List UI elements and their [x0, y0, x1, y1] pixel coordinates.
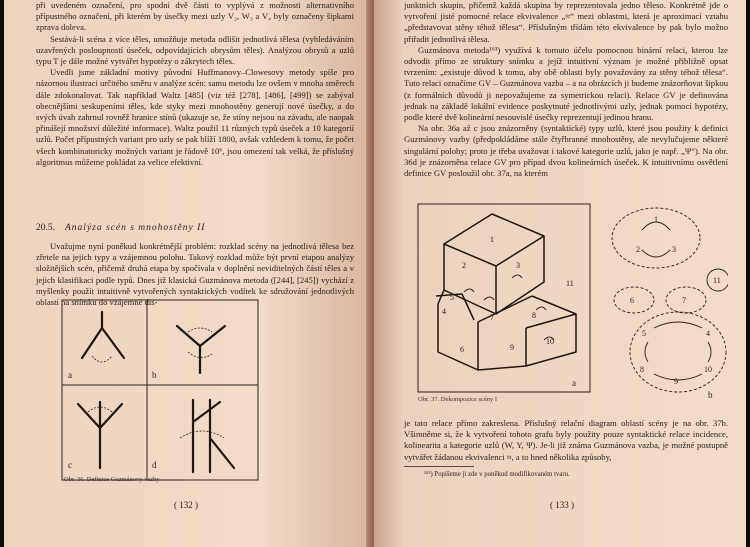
figure-36-caption: Obr. 36. Definice Guzmánovy vazby: [64, 476, 160, 483]
region-number: 5: [450, 293, 454, 302]
region-number: 10: [546, 337, 554, 346]
region-number: 2: [636, 245, 640, 254]
region-number: 3: [672, 245, 676, 254]
paragraph: Sestává-li scéna z více těles, umožňuje metoda odlišit jednotlivá tělesa (vyhledáváním uzavřených posloupností úseček, odpovídajících obrysům těles). Analýzou obrysů a uzlů typu T je dále možné vytvářet hypotézy o zákrytech těles.: [36, 33, 354, 67]
region-number: 4: [706, 329, 710, 338]
region-number: 7: [490, 313, 494, 322]
right-page: [374, 0, 746, 547]
region-number: 8: [640, 365, 644, 374]
page-number-right: ( 133 ): [550, 500, 574, 510]
paragraph: Na obr. 36a až c jsou znázorněny (syntaktické) typy uzlů, které jsou použity k definici Guzmánovy vazby (předpokládáme stále čtyřhranné mnohostěny, ale nevylučujeme některé singulární polohy; proto je třeba uvažovat i takové kategorie uzlů, jako je např. „Ψ“). Na obr. 36d je znázorněna relace GV pro případ dvou kolineárních úseček. K intuitivnímu osvětlení definice GV posloužil obr. 37a, na kterém: [404, 123, 728, 179]
figure-36: [60, 298, 260, 488]
region-number: 9: [674, 377, 678, 386]
figure-label-d: d: [152, 460, 157, 470]
region-number: 8: [532, 311, 536, 320]
paragraph: při uvedeném označení, pro spodní dvě části to vyplývá z možnosti alternativního přípustného označení, při kterém by úsečky mezi uzly V₂, W₃ a V₄ byly označeny šipkami zprava doleva.: [36, 0, 354, 33]
right-text-top: [404, 0, 728, 179]
figure-label-b: b: [708, 390, 713, 400]
footnote: ¹⁶³) Popišeme ji zde v poněkud modifikovaném tvaru.: [424, 471, 570, 478]
region-number: 2: [462, 261, 466, 270]
figure-label-a: a: [68, 370, 72, 380]
region-number: 7: [682, 296, 686, 305]
region-number: 6: [630, 296, 634, 305]
paragraph: Guzmánova metoda¹⁶³) využívá k tomuto účelu pomocnou binární relaci, kterou lze odvodit přímo ze struktury snímku a jejíž intuitivní význam je možné přibližně opsat tvrzením: „existuje důvod k tomu, aby obě oblasti byly považovány za stěny téhož tělesa“. Tuto relaci označíme GV – Guzmánova vazba – a na obrázcích ji budeme znázorňovat šipkou (z formálních důvodů ji nepovažujeme za symetrickou relaci). Relace GV je definována jednak na základě lokální evidence poskytnuté jednotlivými uzly, jednak pomocí hypotézy, podle které dvě kolineární nesouvislé úsečky reprezentují jedinou hranu.: [404, 44, 728, 123]
section-heading: [36, 223, 205, 233]
footnote-rule: [404, 466, 474, 467]
left-page: [4, 0, 372, 547]
region-number: 1: [654, 215, 658, 224]
figure-label-a: a: [572, 378, 576, 388]
right-text-bottom: [404, 418, 728, 463]
left-text-top: [36, 0, 354, 168]
paragraph: junktních skupin, přičemž každá skupina by reprezentovala jedno těleso. Konkrétně jde o vytvoření jisté pomocné relace ekvivalence „≈“ mezi oblastmi, která je aproximací vztahu „představovat stěny téhož tělesa“. Příslušným třídám této ekvivalence by pak bylo možno přiřadit jednotlivá tělesa.: [404, 0, 728, 44]
figure-37: [416, 202, 728, 402]
region-number: 4: [442, 307, 446, 316]
region-number: 10: [704, 365, 712, 374]
section-title: Analýza scén s mnohostěny II: [65, 223, 206, 233]
region-number: 5: [642, 329, 646, 338]
figure-37-caption: Obr. 37. Dekompozice scény I: [418, 396, 498, 403]
figure-label-b: b: [152, 370, 157, 380]
paragraph: Uvedli jsme základní motivy původní Huffmanovy–Clowesovy metody spíše pro názornou ilustraci určitého směru v analýze scén: samu metodu lze ovšem v mnoha směrech dále zdokonalovat. Tak například Waltz [485] (viz též [278], [486], [499]) se zabýval obecnějšími seskupeními těles, kde styky mezi mnohostěny generují nové úsečky, a do svých úvah zahrnul rovněž hranice stínů (ukazuje se, že stíny nejsou na závadu, ale naopak přinášejí množství důležité informace). Waltz použil 11 různých typů úseček a 10 kategorií uzlů. Počet přípustných variant pro uzly se pak blíží 1800, avšak vzhledem k tomu, že počet všech kombinatoricky možných variant je řádově 10⁶, jsou omezení tak velká, že příslušný algoritmus můžeme pokládat za velice efektivní.: [36, 67, 354, 167]
paragraph: Uvažujme nyní poněkud konkrétnější problém: rozklad scény na jednotlivá tělesa bez zřetele na jejich typy a vzájemnou polohu. Takový rozklad může být první etapou analýzy složitějších scén, přičemž druhá etapa by spočívala v doplnění neviditelných částí těles a v jejich klasifikaci podle typů. Dnes již klasická Guzmánova metoda ([244], [245]) vychází z myšlenky použít intuitivně vytvořených syntaktických vodítek ke sdružování jednotlivých oblastí na snímku do vzájemně dis-: [36, 241, 354, 308]
region-number: 3: [516, 261, 520, 270]
paragraph: je tato relace přímo zakreslena. Příslušný relační diagram oblastí scény je na obr. 37b. Všimněme si, že k vytvoření tohoto grafu byly použity pouze syntaktické relace incidence, kolinearita a kategorie uzlů (W, Y, Ψ). Je-li již známa Guzmánova vazba, je možné postupně vytvářet žádanou ekvivalenci ≈, a to hned několika způsoby,: [404, 418, 728, 462]
page-number-left: ( 132 ): [174, 500, 198, 510]
region-number: 9: [510, 343, 514, 352]
region-number: 11: [566, 279, 574, 288]
figure-label-c: c: [68, 460, 72, 470]
section-number: 20.5.: [36, 223, 55, 233]
region-number: 6: [460, 345, 464, 354]
figure-37a-frame: [418, 204, 590, 392]
region-number: 1: [490, 235, 494, 244]
region-number: 11: [713, 276, 721, 285]
